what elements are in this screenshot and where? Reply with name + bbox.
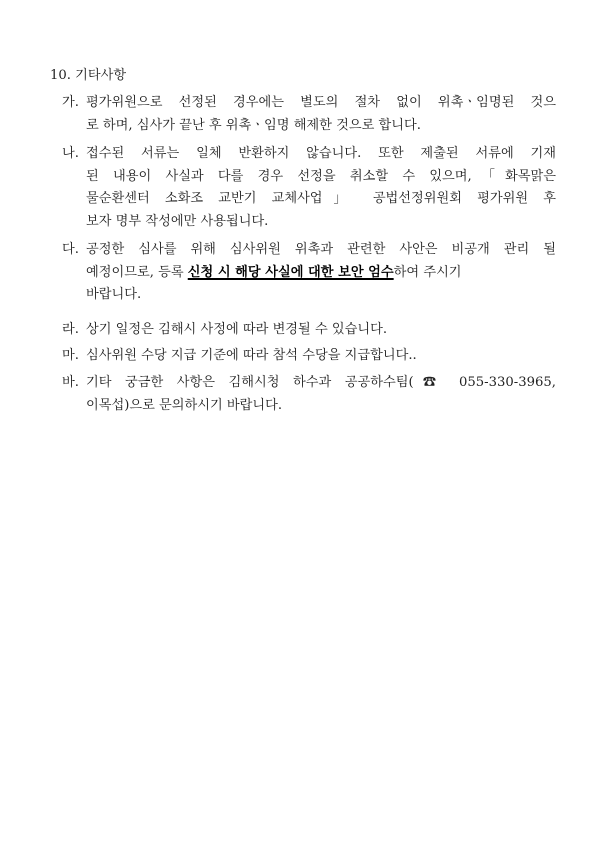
item-text-line: 기타 궁금한 사항은 김해시청 하수과 공공하수팀(☎ 055-330-3965, <box>86 375 556 390</box>
list-item-ra <box>62 319 556 342</box>
item-text-line: 평가위원으로 선정된 경우에는 별도의 절차 없이 위촉ㆍ임명된 것으 <box>86 95 556 110</box>
item-marker: 마. <box>62 348 79 363</box>
item-text-line: 접수된 서류는 일체 반환하지 않습니다. 또한 제출된 서류에 기재 <box>86 146 556 161</box>
item-marker: 가. <box>62 95 79 110</box>
item-marker: 바. <box>62 375 79 390</box>
item-text-line: 보자 명부 작성에만 사용됩니다. <box>86 213 269 229</box>
item-text-line: 물순환센터 소화조 교반기 교체사업」 공법선정위원회 평가위원 후 <box>86 191 556 206</box>
item-text-line: 이목섭)으로 문의하시기 바랍니다. <box>86 397 283 413</box>
item-text-segment: 하여 주시기 <box>393 264 462 280</box>
item-text-line: 로 하며, 심사가 끝난 후 위촉ㆍ임명 해제한 것으로 합니다. <box>86 117 421 133</box>
item-marker: 라. <box>62 322 79 337</box>
list-item-ma <box>62 345 556 368</box>
item-text-line: 공정한 심사를 위해 심사위원 위촉과 관련한 사안은 비공개 관리 될 <box>86 242 556 257</box>
list-item-na <box>62 143 556 233</box>
section-title: 10. 기타사항 <box>50 68 127 83</box>
list-item-ga <box>62 92 556 137</box>
list-item-da <box>62 239 556 307</box>
item-marker: 나. <box>62 146 79 161</box>
security-emphasis-text: 신청 시 해당 사실에 대한 보안 엄수 <box>187 264 394 280</box>
list-item-ba <box>62 372 556 417</box>
item-text-line <box>62 262 556 285</box>
item-text-line: 심사위원 수당 지급 기준에 따라 참석 수당을 지급합니다.. <box>86 348 417 363</box>
item-text-line: 상기 일정은 김해시 사정에 따라 변경될 수 있습니다. <box>86 322 388 337</box>
item-text-segment: 예정이므로, 등록 <box>86 264 188 280</box>
item-marker: 다. <box>62 242 79 257</box>
item-text-line: 바랍니다. <box>86 287 142 302</box>
item-text-line: 된 내용이 사실과 다를 경우 선정을 취소할 수 있으며,「화목맑은 <box>86 168 556 184</box>
